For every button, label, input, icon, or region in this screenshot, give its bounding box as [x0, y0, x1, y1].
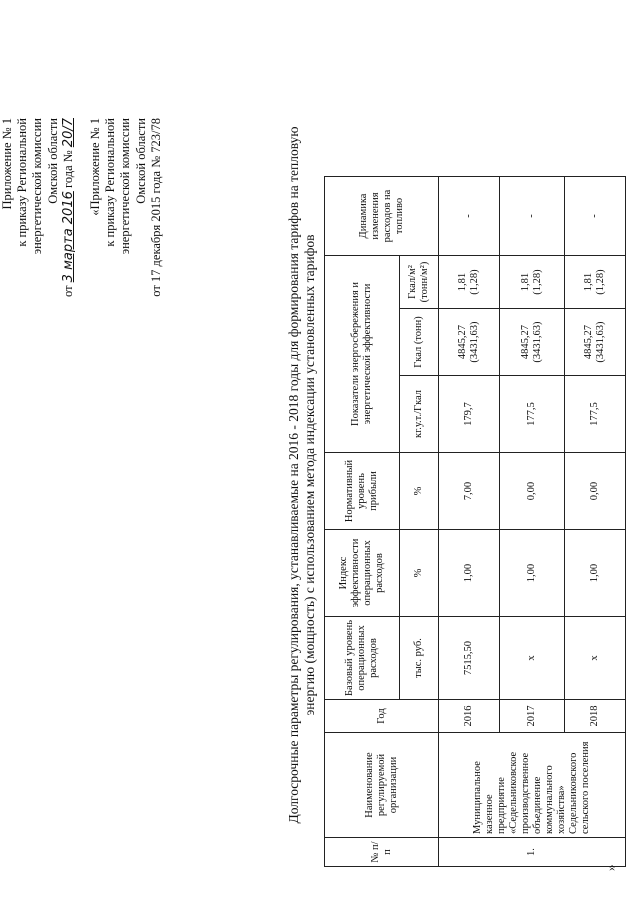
header-num: № п/п [325, 838, 439, 867]
unit-e3: Гкал/м² (тонн/м²) [400, 256, 439, 309]
cell-year: 2017 [500, 700, 565, 733]
e3-value: 1,81 [520, 272, 531, 292]
date-mid: года № [60, 150, 75, 188]
document-title [286, 85, 318, 865]
cell-base: х [565, 617, 626, 700]
cell-profit: 0,00 [500, 453, 565, 530]
quoted-appendix-line3: энергетической комиссии [118, 118, 133, 255]
appendix-date-line [61, 118, 76, 478]
e3-value-paren: (1,28) [469, 269, 480, 295]
appendix-line2: к приказу Региональной [15, 118, 30, 247]
e2-value-paren: (3431,63) [532, 321, 543, 363]
e2-value: 4845,27 [583, 324, 594, 360]
cell-fuel: - [439, 177, 500, 256]
unit-e1: кг.у.т./Гкал [400, 376, 439, 453]
cell-e2 [439, 309, 500, 376]
parameters-table [324, 176, 626, 867]
unit-index: % [400, 530, 439, 617]
cell-profit: 7,00 [439, 453, 500, 530]
date-prefix: от [60, 285, 75, 297]
header-energy: Показатели энергосбережения и энергетической эффективности [325, 256, 400, 453]
handwritten-date: 3 марта 2016 [60, 191, 76, 283]
cell-e3 [565, 256, 626, 309]
cell-e2 [500, 309, 565, 376]
cell-base: 7515,50 [439, 617, 500, 700]
appendix-line1: Приложение № 1 [0, 118, 14, 210]
quoted-appendix-line1: «Приложение № 1 [88, 118, 103, 216]
cell-e1: 177,5 [500, 376, 565, 453]
header-base: Базовый уровень операционных расходов [325, 617, 400, 700]
e2-value-paren: (3431,63) [595, 321, 606, 363]
title-line1: Долгосрочные параметры регулирования, устанавливаемые на 2016 - 2018 годы для формирования тарифов на тепловую [286, 126, 301, 824]
header-index: Индекс эффективности операционных расходов [325, 530, 400, 617]
e3-value-paren: (1,28) [595, 269, 606, 295]
unit-base: тыс. руб. [400, 617, 439, 700]
handwritten-number: 20/7 [60, 118, 76, 148]
cell-e3 [500, 256, 565, 309]
appendix-header [0, 118, 164, 478]
e2-value-paren: (3431,63) [469, 321, 480, 363]
e3-value: 1,81 [457, 272, 468, 292]
cell-fuel: - [500, 177, 565, 256]
cell-index: 1,00 [565, 530, 626, 617]
cell-profit: 0,00 [565, 453, 626, 530]
row-number: 1. [439, 838, 626, 867]
header-year: Год [325, 700, 439, 733]
header-org: Наименование регулируемой организации [325, 733, 439, 838]
e2-value: 4845,27 [457, 324, 468, 360]
unit-profit: % [400, 453, 439, 530]
cell-index: 1,00 [439, 530, 500, 617]
e3-value-paren: (1,28) [532, 269, 543, 295]
cell-e3 [439, 256, 500, 309]
header-fuel: Динамика изменения расходов на топливо [325, 177, 439, 256]
cell-e2 [565, 309, 626, 376]
org-name: Муниципальное казенное предприятие «Седельниковское производственное объединение коммунального хозяйства» Седельниковского сельского поселения [439, 733, 626, 838]
appendix-line3: энергетической комиссии [30, 118, 45, 255]
cell-fuel: - [565, 177, 626, 256]
cell-e1: 177,5 [565, 376, 626, 453]
quoted-appendix-line4: Омской области [133, 118, 148, 204]
unit-e2: Гкал (тонн) [400, 309, 439, 376]
appendix-line4: Омской области [45, 118, 60, 204]
e2-value: 4845,27 [520, 324, 531, 360]
cell-base: х [500, 617, 565, 700]
header-profit: Нормативный уровень прибыли [325, 453, 400, 530]
quoted-appendix-line5: от 17 декабря 2015 года № 723/78 [148, 118, 163, 297]
cell-index: 1,00 [500, 530, 565, 617]
quoted-appendix-line2: к приказу Региональной [103, 118, 118, 247]
cell-e1: 179,7 [439, 376, 500, 453]
title-line2: энергию (мощность) с использованием метода индексации установленных тарифов [302, 234, 317, 716]
table-header-row [325, 177, 400, 867]
cell-year: 2018 [565, 700, 626, 733]
closing-quote: » [603, 864, 618, 871]
cell-year: 2016 [439, 700, 500, 733]
table-row [439, 177, 500, 867]
e3-value: 1,81 [583, 272, 594, 292]
